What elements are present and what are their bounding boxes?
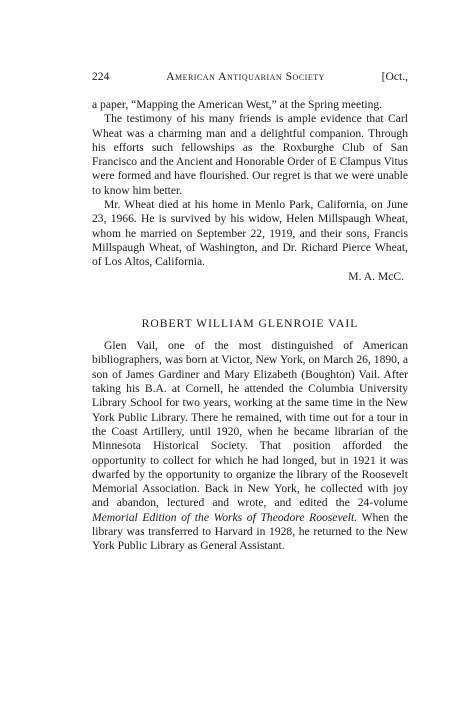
obituary-heading: ROBERT WILLIAM GLENROIE VAIL bbox=[141, 316, 359, 330]
journal-title: American Antiquarian Society bbox=[166, 70, 325, 83]
running-head bbox=[92, 70, 408, 86]
book-title: Memorial Edition of the Works of Theodore Roosevelt. bbox=[92, 510, 358, 524]
issue-label: [Oct., bbox=[381, 70, 408, 83]
book-page bbox=[92, 70, 408, 554]
paragraph-testimony: The testimony of his many friends is ample evidence that Carl Wheat was a charming man and a delightful companion. Through his efforts such fellowships as the Roxburghe Club of San Francisco and the Ancient and Honorable Order of E Clampus Vitus were formed and have flourished. Our regret is that we were unable to know him better. bbox=[92, 112, 408, 197]
vail-text-start: Glen Vail, one of the most distinguished of American bibliographers, was born at Victor, New York, on March 26, 1890, a son of James Gardiner and Mary Elizabeth (Boughton) Vail. After taking his B.A. at Cornell, he attended the Columbia University Library School for two years, working at the same time in the New York Public Library. There he remained, with time out for a tour in the Coast Artillery, until 1920, when he became librarian of the Minnesota Historical Society. That position afforded the opportunity to collect for which he had longed, but in 1921 it was dwarfed by the opportunity to organize the library of the Roosevelt Memorial Association. Back in New York, he collected with joy and abandon, lectured and wrote, and edited the 24-volume bbox=[92, 339, 408, 510]
paragraph-continued: a paper, “Mapping the American West,” at the Spring meeting. bbox=[92, 98, 383, 111]
paragraph-death: Mr. Wheat died at his home in Menlo Park, California, on June 23, 1966. He is survived by his widow, Helen Millspaugh Wheat, whom he married on September 22, 1919, and their sons, Francis Millspaugh Wheat, of Washington, and Dr. Richard Pierce Wheat, of Los Altos, California. bbox=[92, 198, 408, 269]
paragraph-vail bbox=[92, 339, 408, 553]
vail-text-end: When the library was transferred to Harvard in 1928, he returned to the New York Public Library as General Assistant. bbox=[92, 510, 408, 553]
page-number: 224 bbox=[92, 70, 110, 83]
author-initials: M. A. McC. bbox=[348, 269, 404, 283]
